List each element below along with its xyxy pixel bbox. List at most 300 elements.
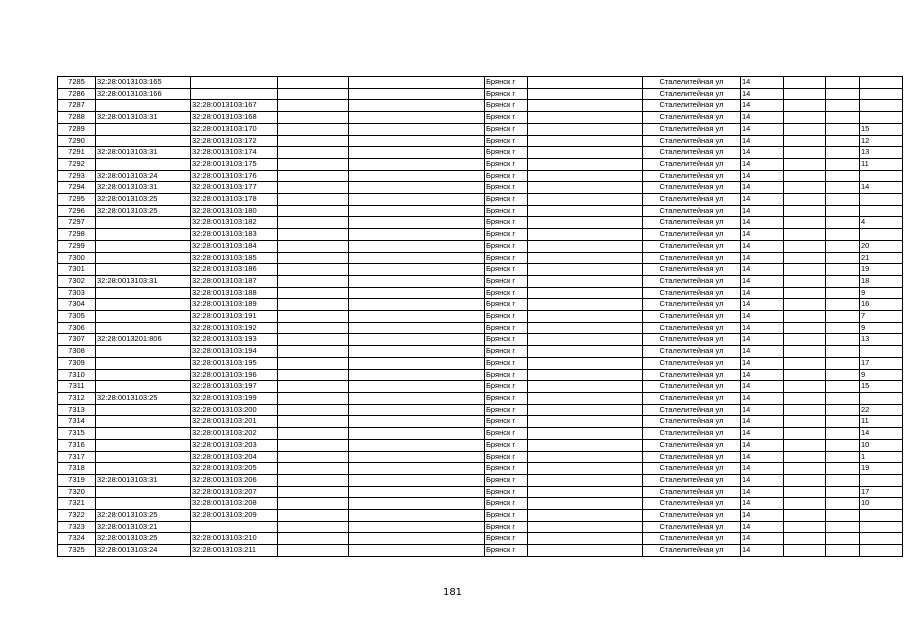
- table-cell: [528, 463, 643, 475]
- table-cell: 32:28:0013103:211: [191, 545, 278, 557]
- table-cell: [278, 194, 349, 206]
- table-cell: Сталелитейная ул: [643, 322, 741, 334]
- table-cell: 14: [741, 217, 784, 229]
- table-cell: [826, 182, 860, 194]
- table-cell: [528, 474, 643, 486]
- table-cell: 32:28:0013103:207: [191, 486, 278, 498]
- table-cell: [826, 275, 860, 287]
- table-row: [58, 486, 903, 498]
- table-cell: [349, 334, 485, 346]
- table-cell: 14: [741, 533, 784, 545]
- table-cell: 7307: [58, 334, 96, 346]
- table-cell: [278, 322, 349, 334]
- table-cell: 32:28:0013103:25: [96, 533, 191, 545]
- table-cell: 32:28:0013103:202: [191, 428, 278, 440]
- table-cell: 32:28:0013103:203: [191, 439, 278, 451]
- table-cell: [528, 229, 643, 241]
- table-cell: [349, 229, 485, 241]
- table-cell: [784, 498, 826, 510]
- table-cell: 7302: [58, 275, 96, 287]
- table-cell: 14: [741, 147, 784, 159]
- table-row: [58, 194, 903, 206]
- table-cell: [784, 240, 826, 252]
- table-cell: [96, 217, 191, 229]
- table-cell: 32:28:0013103:186: [191, 264, 278, 276]
- table-cell: [528, 112, 643, 124]
- table-cell: 7325: [58, 545, 96, 557]
- table-cell: [96, 451, 191, 463]
- table-cell: [860, 112, 903, 124]
- table-cell: Брянск г: [485, 533, 528, 545]
- table-cell: 17: [860, 486, 903, 498]
- table-cell: [528, 123, 643, 135]
- table-cell: [528, 428, 643, 440]
- table-cell: 32:28:0013103:174: [191, 147, 278, 159]
- page-number: 181: [442, 587, 463, 598]
- table-cell: 14: [741, 194, 784, 206]
- table-cell: [826, 287, 860, 299]
- table-cell: [278, 521, 349, 533]
- table-cell: 7319: [58, 474, 96, 486]
- table-cell: 32:28:0013103:191: [191, 311, 278, 323]
- table-cell: 17: [860, 357, 903, 369]
- table-cell: [349, 182, 485, 194]
- table-cell: 32:28:0013103:25: [96, 392, 191, 404]
- table-cell: Сталелитейная ул: [643, 252, 741, 264]
- table-cell: [349, 381, 485, 393]
- table-cell: [528, 404, 643, 416]
- table-cell: 4: [860, 217, 903, 229]
- table-cell: 7324: [58, 533, 96, 545]
- table-cell: [826, 428, 860, 440]
- table-cell: [96, 123, 191, 135]
- table-cell: Сталелитейная ул: [643, 100, 741, 112]
- table-cell: [278, 170, 349, 182]
- table-cell: Брянск г: [485, 369, 528, 381]
- table-cell: [826, 357, 860, 369]
- table-cell: 7294: [58, 182, 96, 194]
- table-row: [58, 100, 903, 112]
- table-cell: 16: [860, 299, 903, 311]
- table-cell: [528, 217, 643, 229]
- table-cell: Брянск г: [485, 392, 528, 404]
- table-cell: Брянск г: [485, 88, 528, 100]
- table-cell: [278, 88, 349, 100]
- table-cell: 32:28:0013103:25: [96, 510, 191, 522]
- table-cell: [784, 428, 826, 440]
- table-cell: [826, 416, 860, 428]
- table-cell: [826, 346, 860, 358]
- table-cell: Сталелитейная ул: [643, 346, 741, 358]
- table-cell: 32:28:0013103:194: [191, 346, 278, 358]
- table-row: [58, 381, 903, 393]
- table-cell: [278, 287, 349, 299]
- table-cell: Брянск г: [485, 240, 528, 252]
- table-cell: [96, 135, 191, 147]
- table-row: [58, 229, 903, 241]
- table-cell: 7303: [58, 287, 96, 299]
- table-cell: [826, 404, 860, 416]
- table-cell: Брянск г: [485, 123, 528, 135]
- table-cell: [349, 463, 485, 475]
- table-cell: 14: [741, 264, 784, 276]
- table-cell: Сталелитейная ул: [643, 474, 741, 486]
- table-cell: 32:28:0013103:21: [96, 521, 191, 533]
- table-cell: [349, 264, 485, 276]
- table-cell: [96, 229, 191, 241]
- table-cell: 7322: [58, 510, 96, 522]
- table-cell: Брянск г: [485, 357, 528, 369]
- table-cell: 7306: [58, 322, 96, 334]
- table-row: [58, 299, 903, 311]
- table-cell: [96, 158, 191, 170]
- table-cell: Сталелитейная ул: [643, 357, 741, 369]
- table-cell: 7310: [58, 369, 96, 381]
- table-cell: [349, 392, 485, 404]
- table-cell: 19: [860, 463, 903, 475]
- table-cell: [349, 123, 485, 135]
- table-row: [58, 112, 903, 124]
- table-cell: Сталелитейная ул: [643, 217, 741, 229]
- table-cell: 7323: [58, 521, 96, 533]
- table-cell: [528, 439, 643, 451]
- table-cell: [826, 311, 860, 323]
- table-row: [58, 77, 903, 89]
- table-cell: 7305: [58, 311, 96, 323]
- table-cell: 7311: [58, 381, 96, 393]
- table-cell: 7304: [58, 299, 96, 311]
- table-cell: 32:28:0013103:205: [191, 463, 278, 475]
- table-cell: [826, 100, 860, 112]
- table-cell: [860, 194, 903, 206]
- table-cell: [278, 135, 349, 147]
- table-cell: [349, 77, 485, 89]
- table-cell: [96, 463, 191, 475]
- table-cell: 32:28:0013103:31: [96, 474, 191, 486]
- table-cell: [860, 474, 903, 486]
- table-cell: [96, 357, 191, 369]
- table-row: [58, 217, 903, 229]
- table-cell: Сталелитейная ул: [643, 123, 741, 135]
- table-cell: Сталелитейная ул: [643, 205, 741, 217]
- table-cell: 14: [741, 334, 784, 346]
- table-cell: 14: [741, 170, 784, 182]
- table-cell: 9: [860, 322, 903, 334]
- table-cell: [278, 428, 349, 440]
- table-cell: 32:28:0013103:201: [191, 416, 278, 428]
- table-cell: [349, 474, 485, 486]
- table-cell: 7300: [58, 252, 96, 264]
- table-cell: [278, 381, 349, 393]
- table-cell: Брянск г: [485, 439, 528, 451]
- table-row: [58, 428, 903, 440]
- table-row: [58, 88, 903, 100]
- table-cell: 32:28:0013103:199: [191, 392, 278, 404]
- table-cell: [278, 369, 349, 381]
- table-cell: [96, 369, 191, 381]
- table-cell: Брянск г: [485, 275, 528, 287]
- table-cell: [349, 287, 485, 299]
- table-cell: Сталелитейная ул: [643, 428, 741, 440]
- table-cell: Брянск г: [485, 170, 528, 182]
- table-cell: Сталелитейная ул: [643, 510, 741, 522]
- table-cell: Сталелитейная ул: [643, 463, 741, 475]
- table-cell: 7312: [58, 392, 96, 404]
- table-cell: [784, 205, 826, 217]
- table-cell: [826, 158, 860, 170]
- table-cell: Сталелитейная ул: [643, 287, 741, 299]
- table-cell: 15: [860, 381, 903, 393]
- table-cell: 7317: [58, 451, 96, 463]
- table-cell: 7286: [58, 88, 96, 100]
- table-cell: 32:28:0013103:165: [96, 77, 191, 89]
- table-cell: [96, 299, 191, 311]
- table-row: [58, 123, 903, 135]
- table-cell: [278, 217, 349, 229]
- table-cell: 32:28:0013103:178: [191, 194, 278, 206]
- table-cell: [784, 533, 826, 545]
- table-cell: [349, 498, 485, 510]
- table-cell: 10: [860, 439, 903, 451]
- table-cell: 32:28:0013103:187: [191, 275, 278, 287]
- table-cell: [528, 545, 643, 557]
- table-cell: [278, 510, 349, 522]
- table-cell: 14: [741, 369, 784, 381]
- table-cell: [784, 194, 826, 206]
- table-cell: 32:28:0013103:206: [191, 474, 278, 486]
- table-cell: [826, 112, 860, 124]
- table-cell: 32:28:0013103:31: [96, 275, 191, 287]
- table-cell: [860, 346, 903, 358]
- table-cell: Сталелитейная ул: [643, 369, 741, 381]
- table-cell: [784, 416, 826, 428]
- table-cell: [528, 170, 643, 182]
- table-cell: 14: [741, 486, 784, 498]
- table-row: [58, 357, 903, 369]
- table-cell: 7290: [58, 135, 96, 147]
- table-cell: [278, 299, 349, 311]
- table-cell: [528, 205, 643, 217]
- table-cell: [349, 439, 485, 451]
- table-cell: Брянск г: [485, 135, 528, 147]
- table-cell: 7295: [58, 194, 96, 206]
- table-cell: 7315: [58, 428, 96, 440]
- table-cell: 7299: [58, 240, 96, 252]
- table-cell: [278, 392, 349, 404]
- table-cell: [96, 439, 191, 451]
- table-cell: [96, 346, 191, 358]
- table-cell: 32:28:0013103:25: [96, 194, 191, 206]
- table-cell: 32:28:0013103:210: [191, 533, 278, 545]
- table-cell: [191, 521, 278, 533]
- table-cell: 7316: [58, 439, 96, 451]
- table-cell: [784, 357, 826, 369]
- table-cell: Брянск г: [485, 510, 528, 522]
- table-cell: Сталелитейная ул: [643, 194, 741, 206]
- table-row: [58, 275, 903, 287]
- table-cell: 10: [860, 498, 903, 510]
- table-cell: [278, 498, 349, 510]
- table-row: [58, 287, 903, 299]
- table-cell: Брянск г: [485, 404, 528, 416]
- table-cell: 14: [741, 287, 784, 299]
- table-cell: Сталелитейная ул: [643, 158, 741, 170]
- table-cell: 7285: [58, 77, 96, 89]
- table-cell: [784, 463, 826, 475]
- table-cell: [826, 439, 860, 451]
- table-cell: 14: [741, 439, 784, 451]
- table-cell: 7309: [58, 357, 96, 369]
- table-cell: Сталелитейная ул: [643, 264, 741, 276]
- table-cell: 14: [741, 135, 784, 147]
- table-cell: [96, 498, 191, 510]
- table-cell: [349, 252, 485, 264]
- table-cell: Сталелитейная ул: [643, 311, 741, 323]
- table-cell: 7288: [58, 112, 96, 124]
- table-cell: Сталелитейная ул: [643, 240, 741, 252]
- table-cell: Сталелитейная ул: [643, 533, 741, 545]
- table-cell: [96, 381, 191, 393]
- table-cell: [784, 229, 826, 241]
- table-cell: 14: [741, 474, 784, 486]
- table-cell: Брянск г: [485, 474, 528, 486]
- table-cell: [784, 252, 826, 264]
- table-cell: [96, 486, 191, 498]
- table-cell: 32:28:0013103:208: [191, 498, 278, 510]
- table-cell: Брянск г: [485, 147, 528, 159]
- table-cell: [349, 158, 485, 170]
- table-cell: [784, 369, 826, 381]
- table-cell: 14: [741, 451, 784, 463]
- table-cell: 32:28:0013103:25: [96, 205, 191, 217]
- table-cell: 7320: [58, 486, 96, 498]
- table-cell: [860, 229, 903, 241]
- table-body: [58, 77, 903, 557]
- table-cell: 14: [860, 182, 903, 194]
- table-cell: 7314: [58, 416, 96, 428]
- table-cell: 7296: [58, 205, 96, 217]
- table-cell: [349, 135, 485, 147]
- table-cell: [278, 205, 349, 217]
- table-cell: 7293: [58, 170, 96, 182]
- table-cell: [826, 463, 860, 475]
- table-cell: 32:28:0013103:166: [96, 88, 191, 100]
- table-row: [58, 404, 903, 416]
- table-cell: 14: [860, 428, 903, 440]
- table-row: [58, 170, 903, 182]
- table-cell: [278, 357, 349, 369]
- table-cell: Сталелитейная ул: [643, 147, 741, 159]
- table-cell: [349, 346, 485, 358]
- table-cell: [349, 217, 485, 229]
- table-row: [58, 322, 903, 334]
- table-cell: [528, 252, 643, 264]
- table-cell: [826, 135, 860, 147]
- table-cell: 14: [741, 322, 784, 334]
- table-row: [58, 521, 903, 533]
- table-cell: [96, 100, 191, 112]
- table-cell: [278, 100, 349, 112]
- table-cell: Брянск г: [485, 217, 528, 229]
- table-cell: Брянск г: [485, 77, 528, 89]
- table-row: [58, 474, 903, 486]
- table-cell: Брянск г: [485, 498, 528, 510]
- table-cell: 7297: [58, 217, 96, 229]
- table-cell: [278, 346, 349, 358]
- table-cell: 14: [741, 123, 784, 135]
- table-cell: [528, 88, 643, 100]
- table-cell: 14: [741, 346, 784, 358]
- table-cell: Брянск г: [485, 451, 528, 463]
- table-cell: [826, 486, 860, 498]
- table-cell: 14: [741, 275, 784, 287]
- table-cell: [784, 123, 826, 135]
- table-cell: [528, 264, 643, 276]
- table-cell: 7313: [58, 404, 96, 416]
- table-cell: [528, 381, 643, 393]
- table-cell: [96, 252, 191, 264]
- table-cell: [784, 322, 826, 334]
- table-cell: [278, 229, 349, 241]
- table-cell: 32:28:0013103:185: [191, 252, 278, 264]
- table-cell: 14: [741, 545, 784, 557]
- table-cell: [784, 451, 826, 463]
- table-cell: [784, 264, 826, 276]
- table-cell: Сталелитейная ул: [643, 439, 741, 451]
- table-cell: 14: [741, 311, 784, 323]
- table-row: [58, 451, 903, 463]
- table-cell: [349, 205, 485, 217]
- table-cell: 7308: [58, 346, 96, 358]
- table-cell: [826, 299, 860, 311]
- table-cell: 32:28:0013103:197: [191, 381, 278, 393]
- table-cell: [349, 369, 485, 381]
- table-cell: 14: [741, 182, 784, 194]
- table-cell: [826, 334, 860, 346]
- table-cell: [278, 334, 349, 346]
- table-cell: Сталелитейная ул: [643, 392, 741, 404]
- table-cell: [784, 545, 826, 557]
- table-cell: 14: [741, 88, 784, 100]
- table-cell: [278, 463, 349, 475]
- table-cell: [784, 334, 826, 346]
- table-row: [58, 135, 903, 147]
- table-cell: [784, 275, 826, 287]
- table-cell: [784, 474, 826, 486]
- table-cell: [528, 392, 643, 404]
- table-cell: [349, 170, 485, 182]
- table-cell: 9: [860, 287, 903, 299]
- table-cell: 32:28:0013103:167: [191, 100, 278, 112]
- table-cell: [860, 392, 903, 404]
- table-cell: Сталелитейная ул: [643, 77, 741, 89]
- table-cell: [826, 252, 860, 264]
- table-cell: 32:28:0013103:170: [191, 123, 278, 135]
- table-cell: 32:28:0013103:180: [191, 205, 278, 217]
- table-cell: 13: [860, 147, 903, 159]
- table-cell: [278, 112, 349, 124]
- table-cell: Брянск г: [485, 194, 528, 206]
- table-cell: [860, 88, 903, 100]
- table-cell: Брянск г: [485, 322, 528, 334]
- table-cell: [826, 510, 860, 522]
- table-cell: Сталелитейная ул: [643, 404, 741, 416]
- table-cell: 7287: [58, 100, 96, 112]
- table-cell: [528, 287, 643, 299]
- table-cell: [349, 299, 485, 311]
- table-cell: [528, 311, 643, 323]
- table-cell: [278, 404, 349, 416]
